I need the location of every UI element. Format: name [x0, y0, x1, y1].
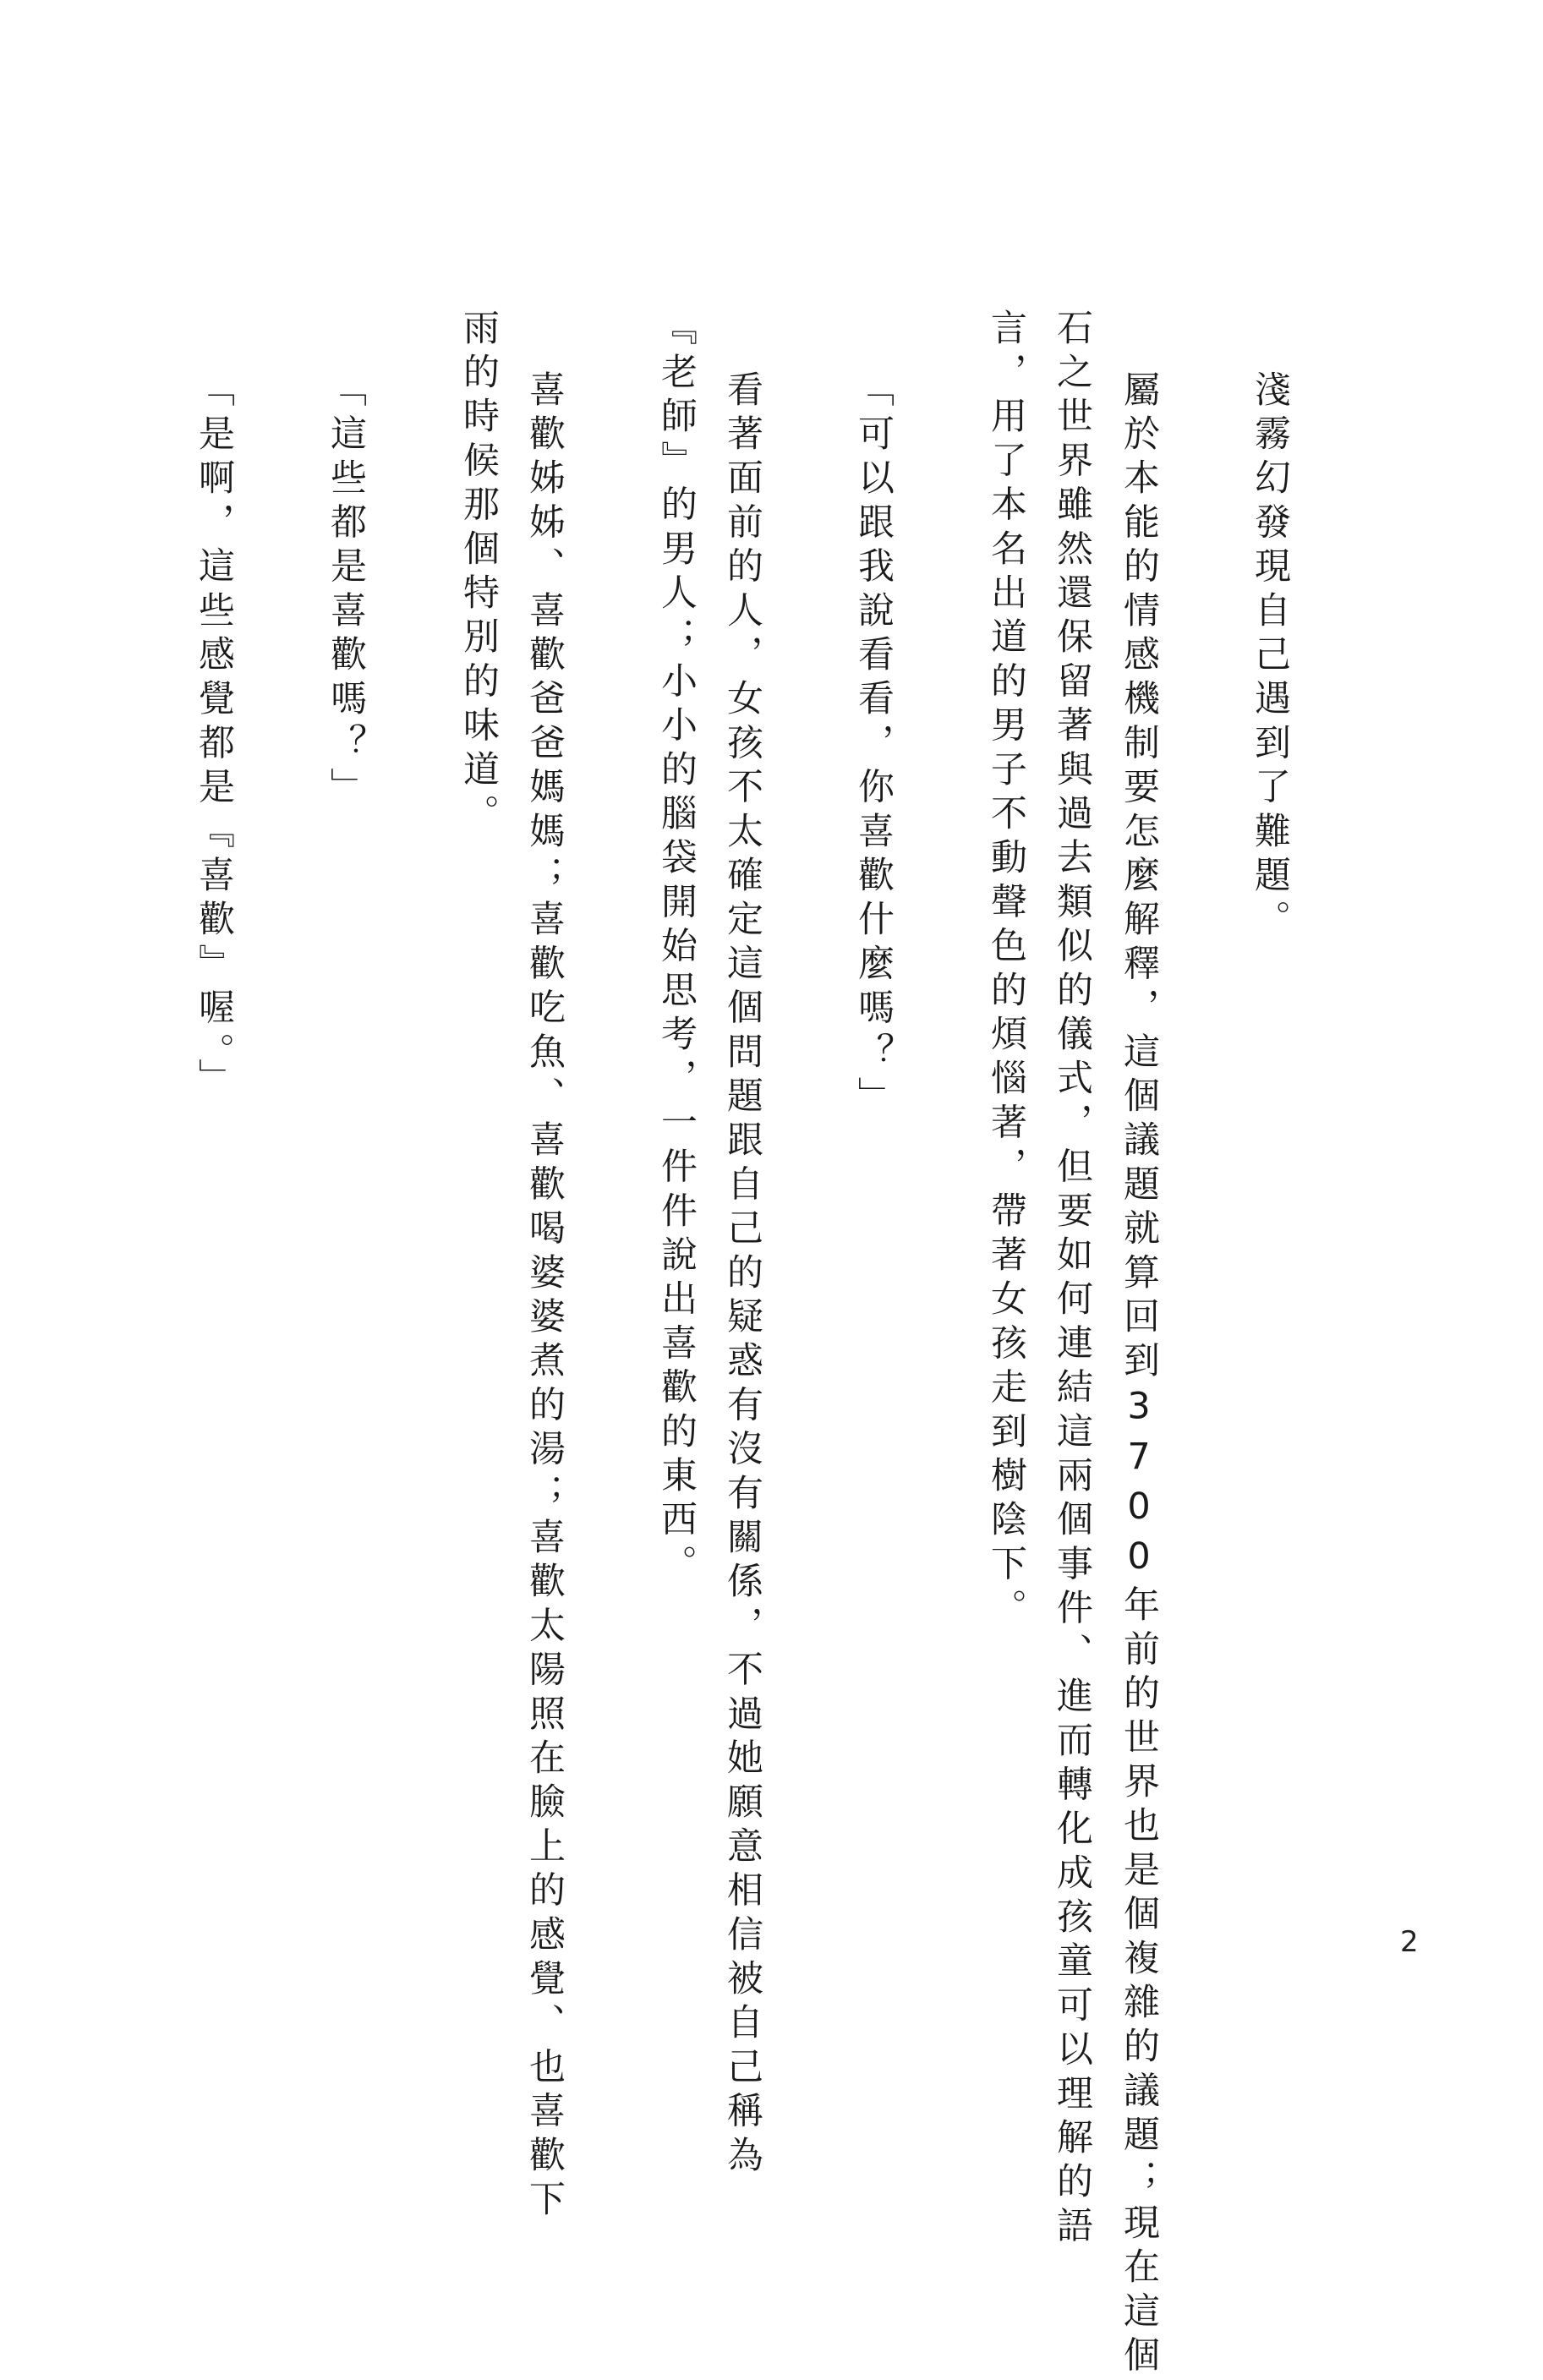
text-column-9: 雨的時候那個特別的味道。 [457, 309, 500, 839]
text-column-10: 「這些都是喜歡嗎？」 [325, 370, 367, 812]
text-column-11: 「是啊，這些感覺都是『喜歡』喔。」 [193, 370, 235, 1102]
page-number: 2 [1400, 1925, 1419, 1959]
text-column-2: 屬於本能的情感機制要怎麼解釋，這個議題就算回到3700年前的世界也是個複雜的議題；現在這個 [1118, 370, 1160, 2380]
text-column-8: 喜歡姊姊、喜歡爸爸媽媽；喜歡吃魚、喜歡喝婆婆煮的湯；喜歡太陽照在臉上的感覺、也喜歡下 [523, 370, 566, 2224]
text-column-5: 「可以跟我說看看，你喜歡什麼嗎？」 [852, 370, 895, 1121]
text-column-4: 言，用了本名出道的男子不動聲色的煩惱著，帶著女孩走到樹陰下。 [985, 309, 1027, 1633]
text-column-7: 『老師』的男人；小小的腦袋開始思考，一件件說出喜歡的東西。 [655, 309, 698, 1589]
text-column-1: 淺霧幻發現自己遇到了難題。 [1249, 370, 1291, 944]
text-column-6: 看著面前的人，女孩不太確定這個問題跟自己的疑惑有沒有關係，不過她願意相信被自己稱為 [721, 370, 763, 2180]
text-column-3: 石之世界雖然還保留著與過去類似的儀式，但要如何連結這兩個事件、進而轉化成孩童可以理解的語 [1051, 309, 1093, 2251]
